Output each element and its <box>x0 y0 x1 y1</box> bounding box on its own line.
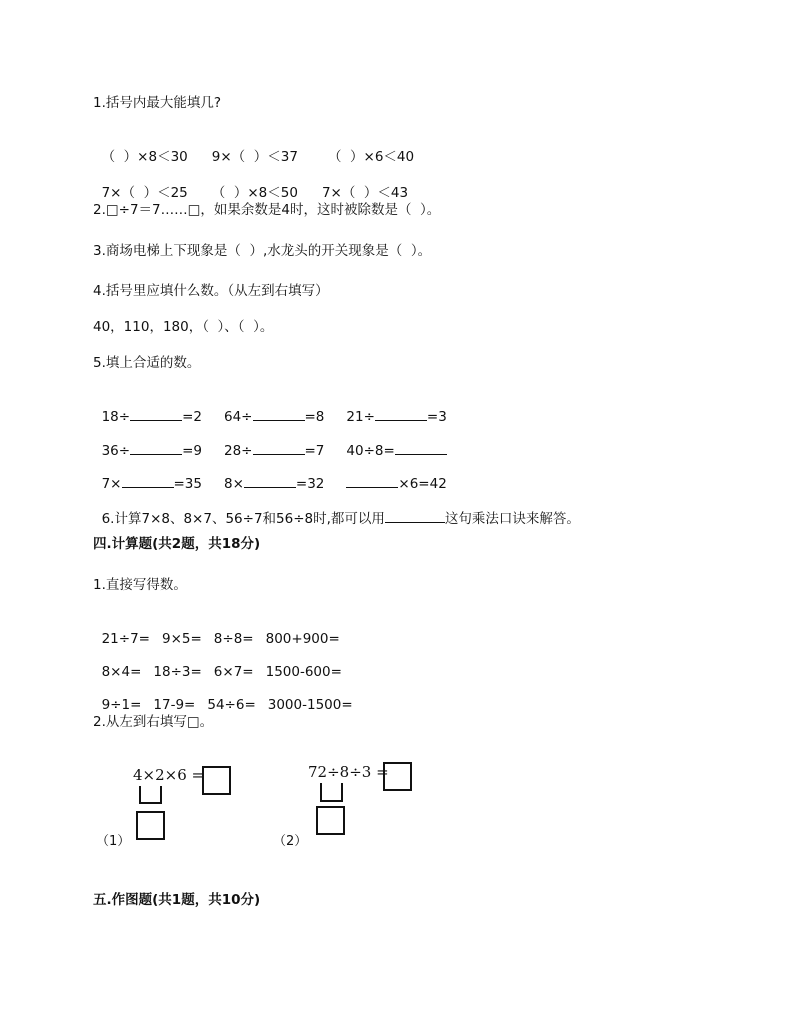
q1-row2 <box>93 166 408 202</box>
q5-r1-c1-post: =2 <box>182 409 202 425</box>
q5-r2-c2-post: =7 <box>304 443 325 459</box>
answer-box[interactable] <box>383 762 412 791</box>
expression-2: 72÷8÷3 = <box>308 763 389 781</box>
calc-item: 800+900= <box>265 631 340 647</box>
calc-item: 3000-1500= <box>267 697 353 713</box>
answer-blank[interactable] <box>395 454 447 455</box>
q1-title: 1.括号内最大能填几? <box>93 95 222 111</box>
calc-row3 <box>93 678 353 714</box>
q5-r2-c1-post: =9 <box>182 443 202 459</box>
calc-item: 21÷7= <box>101 631 150 647</box>
q5-r3-c2-pre: 8× <box>224 476 244 492</box>
calc-item: 8×4= <box>101 664 142 680</box>
answer-box[interactable] <box>316 806 345 835</box>
diagram-label-2: （2） <box>273 834 308 849</box>
q5-r3-c3-post: ×6=42 <box>398 476 447 492</box>
q5-row3 <box>93 457 447 493</box>
q1-row2-a: 7×（ ）＜25 <box>101 185 188 201</box>
diagram-label-1: （1） <box>96 834 131 849</box>
calc-item: 9÷1= <box>101 697 142 713</box>
q4-title: 4.括号里应填什么数。（从左到右填写） <box>93 283 329 299</box>
q5-r1-c2-pre: 64÷ <box>224 409 253 425</box>
answer-blank[interactable] <box>253 454 305 455</box>
section4-heading: 四.计算题(共2题，共18分) <box>93 536 261 552</box>
q5-r3-c2-post: =32 <box>295 476 325 492</box>
q5-r2-c3-pre: 40÷8= <box>346 443 395 459</box>
answer-blank[interactable] <box>346 487 398 488</box>
answer-box[interactable] <box>202 766 231 795</box>
calc-item: 17-9= <box>153 697 196 713</box>
answer-blank[interactable] <box>244 487 296 488</box>
answer-blank[interactable] <box>130 420 182 421</box>
q6-post: 这句乘法口诀来解答。 <box>444 511 580 527</box>
q1-row2-c: 7×（ ）＜43 <box>321 185 409 201</box>
answer-blank[interactable] <box>375 420 427 421</box>
q1-row1 <box>93 130 414 166</box>
q5-title: 5.填上合适的数。 <box>93 355 201 371</box>
bracket-connector <box>320 783 343 802</box>
calc-q2-title: 2.从左到右填写□。 <box>93 714 214 730</box>
calc-item: 1500-600= <box>265 664 342 680</box>
q5-r1-c3-pre: 21÷ <box>346 409 375 425</box>
calc-row1 <box>93 612 340 648</box>
q1-row2-b: （ ）×8＜50 <box>211 185 298 201</box>
calc-item: 18÷3= <box>153 664 202 680</box>
q5-r1-c3-post: =3 <box>426 409 447 425</box>
q6-text <box>93 492 580 528</box>
q1-row1-a: （ ）×8＜30 <box>101 149 188 165</box>
q6-pre: 6.计算7×8、8×7、56÷7和56÷8时,都可以用 <box>101 511 385 527</box>
calc-row2 <box>93 645 342 681</box>
calc-item: 54÷6= <box>207 697 256 713</box>
answer-box[interactable] <box>136 811 165 840</box>
section5-heading: 五.作图题(共1题，共10分) <box>93 892 261 908</box>
answer-blank[interactable] <box>122 487 174 488</box>
q4-row: 40，110，180，（ ）、（ ）。 <box>93 319 274 335</box>
q5-r1-c2-post: =8 <box>304 409 325 425</box>
calc-item: 6×7= <box>213 664 254 680</box>
q1-row1-c: （ ）×6＜40 <box>327 149 415 165</box>
bracket-connector <box>139 786 162 804</box>
q5-r3-c1-post: =35 <box>173 476 202 492</box>
calc-item: 9×5= <box>161 631 202 647</box>
q5-r2-c1-pre: 36÷ <box>101 443 131 459</box>
answer-blank[interactable] <box>130 454 182 455</box>
q5-r1-c1-pre: 18÷ <box>101 409 131 425</box>
q5-row1 <box>93 390 447 426</box>
q3-text: 3.商场电梯上下现象是（ ）,水龙头的开关现象是（ ）。 <box>93 243 432 259</box>
q2-text: 2.□÷7＝7……□，如果余数是4时，这时被除数是（ ）。 <box>93 202 441 218</box>
q1-row1-b: 9×（ ）＜37 <box>211 149 298 165</box>
calc-item: 8÷8= <box>213 631 254 647</box>
q5-row2 <box>93 424 447 460</box>
calc-q1-title: 1.直接写得数。 <box>93 577 187 593</box>
q5-r2-c2-pre: 28÷ <box>224 443 253 459</box>
answer-blank[interactable] <box>385 522 445 523</box>
q5-r3-c1-pre: 7× <box>101 476 122 492</box>
answer-blank[interactable] <box>253 420 305 421</box>
expression-1: 4×2×6 = <box>133 766 205 784</box>
